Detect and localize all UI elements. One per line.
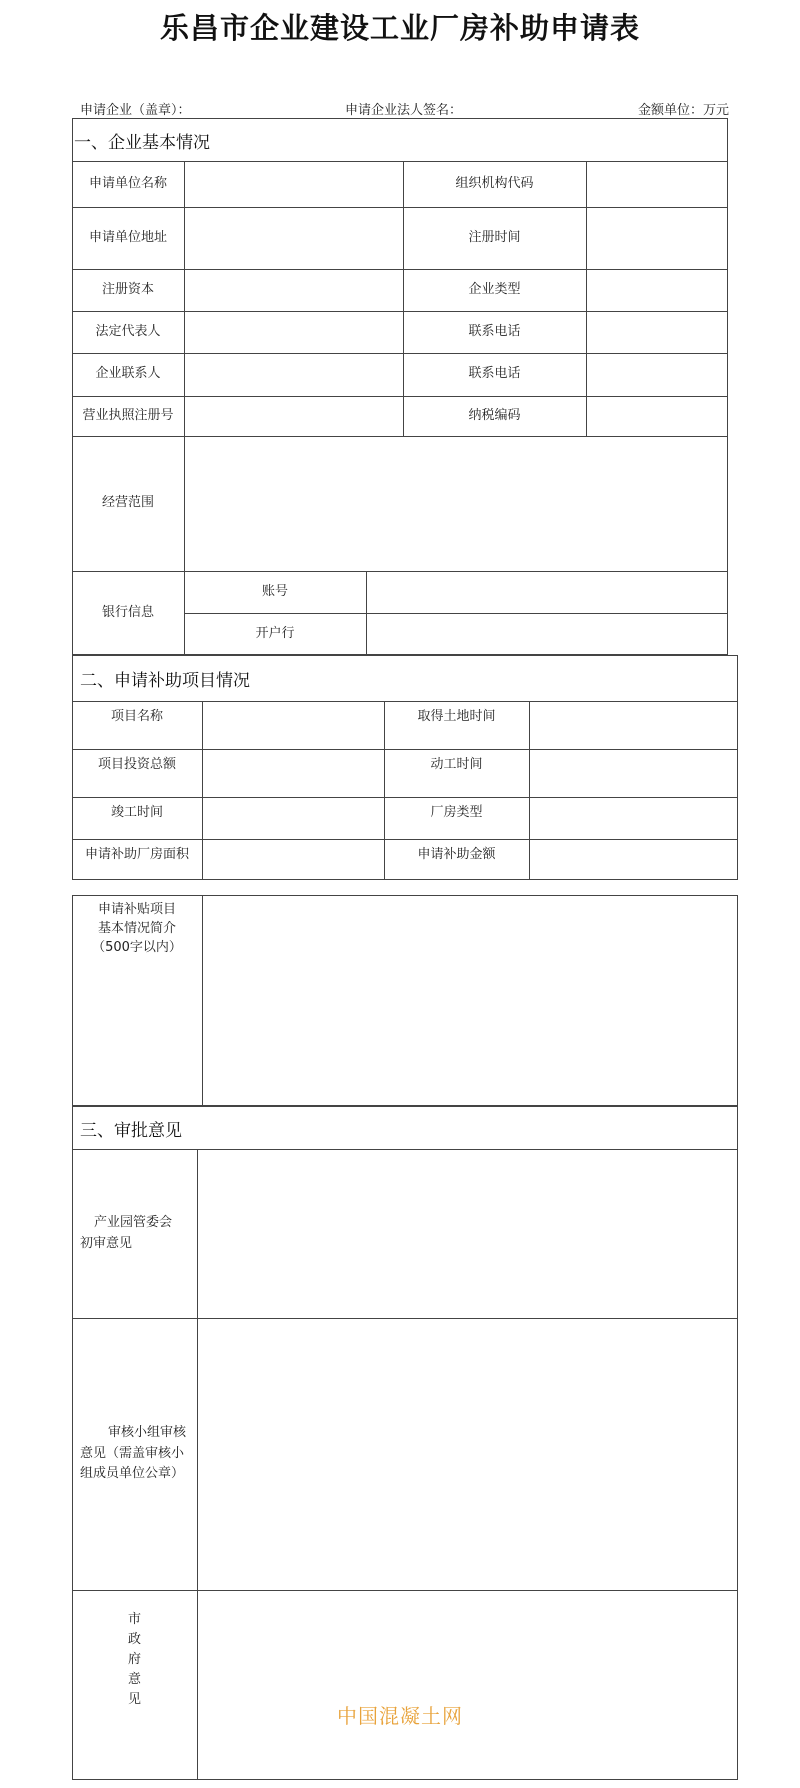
registration-date-field[interactable] xyxy=(587,208,727,268)
legal-representative-label: 法定代表人 xyxy=(95,323,161,339)
factory-type-field[interactable] xyxy=(530,798,737,838)
subsidy-amount-field[interactable] xyxy=(530,840,737,879)
park-line-2: 初审意见 xyxy=(80,1235,133,1251)
review-line-3: 组成员单位公章） xyxy=(80,1466,185,1482)
review-line-2: 意见（需盖审核小 xyxy=(80,1445,185,1461)
review-group-opinion-field[interactable] xyxy=(198,1319,737,1589)
applicant-seal-label: 申请企业（盖章）： xyxy=(80,103,191,118)
legal-representative-field[interactable] xyxy=(185,312,402,352)
phone-field-1[interactable] xyxy=(587,312,727,352)
section-basic-info-heading: 一、企业基本情况 xyxy=(74,132,210,153)
review-group-opinion-label xyxy=(80,1318,197,1590)
company-address-field[interactable] xyxy=(185,208,402,268)
completion-date-label: 竣工时间 xyxy=(110,805,163,820)
legal-signature-label: 申请企业法人签名： xyxy=(345,103,463,118)
city-government-opinion-field[interactable] xyxy=(198,1591,737,1779)
land-acquired-date-label: 取得土地时间 xyxy=(417,709,496,724)
park-committee-opinion-field[interactable] xyxy=(198,1150,737,1317)
watermark: 中国混凝土网 xyxy=(337,1704,463,1728)
license-number-field[interactable] xyxy=(185,397,402,435)
gov-char-5: 见 xyxy=(127,1692,141,1708)
business-scope-field[interactable] xyxy=(185,437,727,570)
registration-date-label: 注册时间 xyxy=(468,229,521,245)
business-scope-label: 经营范围 xyxy=(101,495,154,511)
phone-field-2[interactable] xyxy=(587,354,727,395)
summary-line-3: （500字以内） xyxy=(92,939,182,955)
company-type-field[interactable] xyxy=(587,270,727,310)
summary-line-1: 申请补贴项目 xyxy=(97,902,176,917)
bank-account-label: 账号 xyxy=(261,583,288,599)
bank-info-label: 银行信息 xyxy=(101,604,154,620)
subsidy-area-field[interactable] xyxy=(203,840,383,879)
park-committee-opinion-label xyxy=(80,1149,197,1318)
company-address-label: 申请单位地址 xyxy=(88,229,167,245)
construction-start-field[interactable] xyxy=(530,750,737,796)
park-line-1: 产业园管委会 xyxy=(94,1214,173,1230)
amount-unit-label: 金额单位：万元 xyxy=(638,103,730,118)
total-investment-field[interactable] xyxy=(203,750,383,796)
subsidy-area-label: 申请补助厂房面积 xyxy=(84,847,189,862)
form-title: 乐昌市企业建设工业厂房补助申请表 xyxy=(159,11,640,45)
section-project-heading: 二、申请补助项目情况 xyxy=(80,670,250,691)
bank-account-field[interactable] xyxy=(367,572,727,612)
registered-capital-field[interactable] xyxy=(185,270,402,310)
project-name-label: 项目名称 xyxy=(110,709,163,724)
company-name-label: 申请单位名称 xyxy=(88,175,167,191)
gov-char-3: 府 xyxy=(127,1651,141,1667)
total-investment-label: 项目投资总额 xyxy=(97,757,176,772)
license-number-label: 营业执照注册号 xyxy=(82,407,174,423)
phone-label-2: 联系电话 xyxy=(468,366,521,382)
phone-label-1: 联系电话 xyxy=(468,323,521,339)
registered-capital-label: 注册资本 xyxy=(101,281,154,297)
gov-char-2: 政 xyxy=(127,1631,141,1647)
summary-line-2: 基本情况简介 xyxy=(97,920,176,936)
company-name-field[interactable] xyxy=(185,162,402,206)
subsidy-amount-label: 申请补助金额 xyxy=(417,847,496,862)
project-summary-label xyxy=(72,895,202,1106)
org-code-field[interactable] xyxy=(587,162,727,206)
gov-char-4: 意 xyxy=(127,1672,141,1688)
city-government-opinion-label xyxy=(72,1590,197,1730)
project-name-field[interactable] xyxy=(203,702,383,748)
bank-name-field[interactable] xyxy=(367,614,727,654)
factory-type-label: 厂房类型 xyxy=(430,805,483,820)
contact-person-field[interactable] xyxy=(185,354,402,395)
tax-code-label: 纳税编码 xyxy=(468,407,521,423)
org-code-label: 组织机构代码 xyxy=(455,175,534,191)
company-type-label: 企业类型 xyxy=(468,281,521,297)
gov-char-1: 市 xyxy=(127,1611,141,1627)
review-line-1: 审核小组审核 xyxy=(108,1424,187,1440)
contact-person-label: 企业联系人 xyxy=(95,366,161,382)
section-approval-heading: 三、审批意见 xyxy=(80,1120,182,1141)
completion-date-field[interactable] xyxy=(203,798,383,838)
tax-code-field[interactable] xyxy=(587,397,727,435)
bank-name-label: 开户行 xyxy=(255,625,295,641)
construction-start-label: 动工时间 xyxy=(430,757,483,772)
land-acquired-date-field[interactable] xyxy=(530,702,737,748)
project-summary-field[interactable] xyxy=(203,896,737,1105)
